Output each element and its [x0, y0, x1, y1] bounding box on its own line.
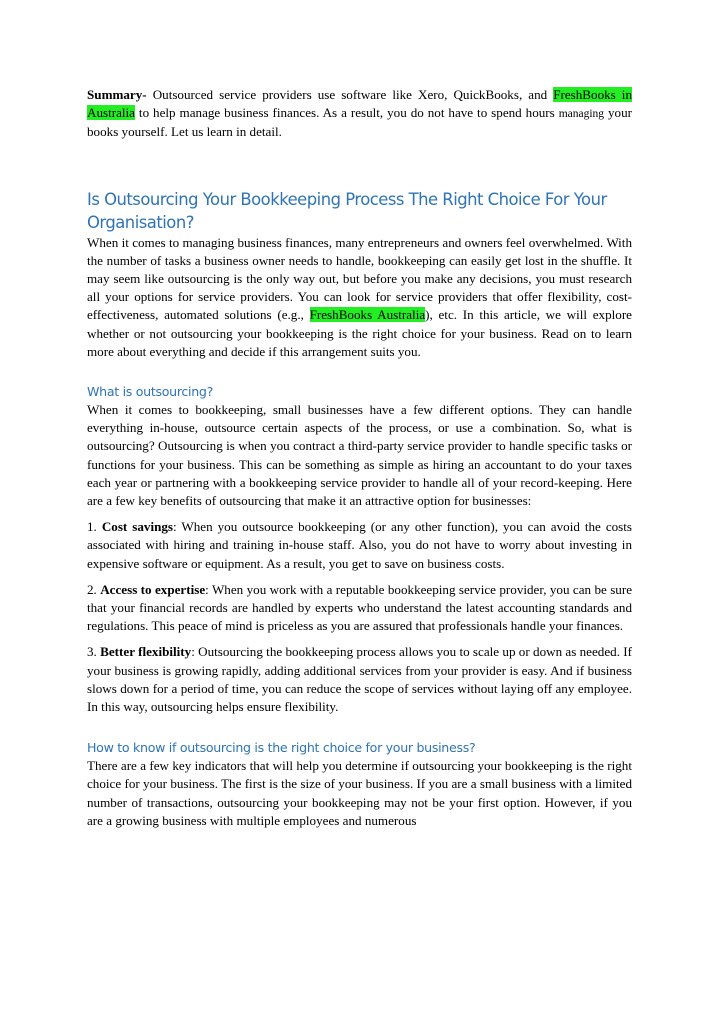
summary-text-b: to help manage business finances. As a result, you do not have to spend hours [135, 105, 559, 121]
summary-label: Summary- [87, 87, 147, 102]
benefit-number: 1. [87, 519, 102, 535]
benefit-number: 3. [87, 644, 101, 660]
section3-paragraph: There are a few key indicators that will help you determine if outsourcing your bookkeeping is the right choice for your business. The first is the size of your business. If you are a small business with a limited number of transactions, outsourcing your bookkeeping may not be your first option. However, if you are a growing business with multiple employees and numerous [87, 758, 632, 828]
summary-text-c: your books yourself. Let us learn in detail. [87, 105, 632, 140]
section1-paragraph [87, 234, 632, 361]
benefit-text: : Outsourcing the bookkeeping process allows you to scale up or down as needed. If your business is growing rapidly, adding additional services from your provider is easy. And if business slows down for a period of time, you can reduce the scope of services without laying off any employee. In this way, outsourcing helps ensure flexibility. [87, 644, 633, 715]
benefit-title: Better flexibility [100, 644, 192, 660]
benefit-item-cost-savings [87, 518, 632, 573]
benefit-item-access-to-expertise [87, 581, 632, 636]
section1-text-a: When it comes to managing business finances, many entrepreneurs and owners feel overwhelmed. With the number of tasks a business owner needs to handle, bookkeeping can easily get lost in the shuffle. It may seem like outsourcing is the only way out, but before you make any decisions, you must research all your options for service providers. You can look for service providers that offer flexibility, cost-effectiveness, automated solutions (e.g., [87, 234, 632, 323]
benefit-text: : When you work with a reputable bookkeeping service provider, you can be sure that your financial records are handled by experts who understand the latest accounting standards and regulations. This peace of mind is priceless as you are assured that professionals handle your finances. [87, 581, 633, 634]
freshbooks-australia-link[interactable]: FreshBooks in Australia [87, 87, 632, 121]
benefit-title: Cost savings [101, 519, 174, 535]
section2-heading: What is outsourcing? [87, 384, 214, 400]
summary-word-small: managing [558, 108, 605, 121]
section3-heading: How to know if outsourcing is the right choice for your business? [87, 740, 476, 756]
section1-heading: Is Outsourcing Your Bookkeeping Process The Right Choice For Your Organisation? [87, 189, 607, 232]
benefit-number: 2. [87, 581, 101, 597]
summary-paragraph [87, 86, 632, 142]
summary-text-a: Outsourced service providers use software like Xero, QuickBooks, and [146, 87, 554, 102]
benefit-item-better-flexibility [87, 643, 632, 716]
section1-text-b: ), etc. In this article, we will explore whether or not outsourcing your bookkeeping is the right choice for your business. Read on to learn more about everything and decide if this arrangement suits you. [87, 307, 632, 359]
section2-intro: When it comes to bookkeeping, small businesses have a few different options. They can handle everything in-house, outsource certain aspects of the process, or use a combination. So, what is outsourcing? Outsourcing is when you contract a third-party service provider to handle specific tasks or functions for your business. This can be something as simple as hiring an accountant to do your taxes each year or partnering with a bookkeeping service provider to handle all of your record-keeping. Here are a few key benefits of outsourcing that make it an attractive option for businesses: [87, 402, 632, 509]
benefit-text: : When you outsource bookkeeping (or any other function), you can avoid the costs associated with hiring and training in-house staff. Also, you do not have to worry about investing in expensive software or equipment. As a result, you get to save on business costs. [87, 519, 633, 571]
benefit-title: Access to expertise [100, 581, 206, 597]
freshbooks-australia-link-2[interactable]: FreshBooks Australia [309, 307, 426, 323]
